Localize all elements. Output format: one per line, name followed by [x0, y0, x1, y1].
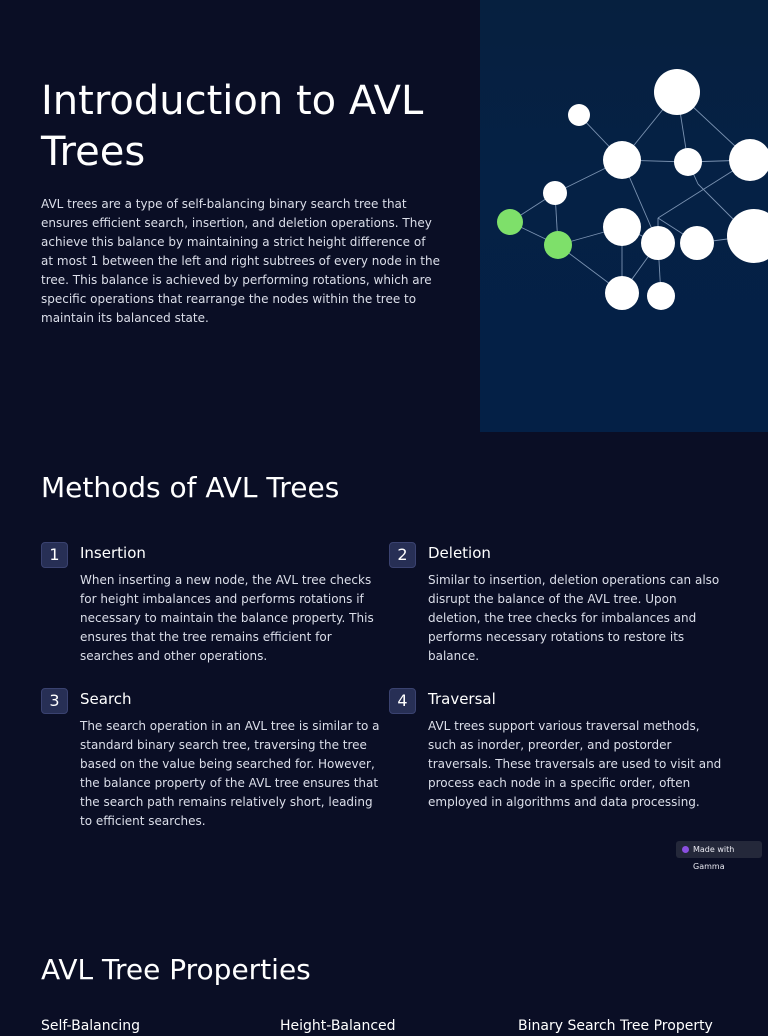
property-label: Binary Search Tree Property: [518, 1018, 713, 1034]
tree-node: [654, 69, 700, 115]
method-description: The search operation in an AVL tree is similar to a standard binary search tree, traversing the tree based on the value being searched for. However, the balance property of the AVL tree ensures that the search path remains relatively short, leading to efficient searches.: [80, 719, 380, 828]
properties-section-title: AVL Tree Properties: [41, 953, 311, 986]
gamma-badge-label: Made with Gamma: [693, 845, 735, 871]
method-number-badge: 1: [41, 542, 68, 568]
method-title: Search: [80, 690, 132, 708]
method-number-badge: 4: [389, 688, 416, 714]
tree-network-graphic: [480, 0, 768, 432]
tree-node-highlighted: [544, 231, 572, 259]
intro-paragraph: AVL trees are a type of self-balancing binary search tree that ensures efficient search, insertion, and deletion operations. They achieve this balance by maintaining a strict height difference of at most 1 between the left and right subtrees of every node in the tree. This balance is achieved by performing rotations, which are specific operations that rearrange the nodes within the tree to maintain its balanced state.: [41, 197, 440, 325]
made-with-gamma-badge[interactable]: [676, 841, 762, 871]
tree-node: [641, 226, 675, 260]
method-description: Similar to insertion, deletion operations can also disrupt the balance of the AVL tree. Upon deletion, the tree checks for imbalances and performs necessary rotations to restore its balance.: [428, 573, 720, 663]
tree-node: [568, 104, 590, 126]
hero-network-illustration: [480, 0, 768, 432]
tree-node: [727, 209, 768, 263]
methods-section-title: Methods of AVL Trees: [41, 471, 340, 504]
tree-node: [543, 181, 567, 205]
tree-node: [680, 226, 714, 260]
method-description: AVL trees support various traversal methods, such as inorder, preorder, and postorder traversals. These traversals are used to visit and process each node in a specific order, often employed in algorithms and data processing.: [428, 719, 722, 809]
method-description: When inserting a new node, the AVL tree checks for height imbalances and performs rotations if necessary to maintain the balance property. This ensures that the tree remains efficient for searches and other operations.: [80, 573, 374, 663]
property-label: Self-Balancing: [41, 1018, 140, 1034]
tree-node: [603, 208, 641, 246]
tree-node: [603, 141, 641, 179]
method-number-badge: 2: [389, 542, 416, 568]
gamma-logo-icon: [682, 846, 689, 853]
method-title: Traversal: [428, 690, 496, 708]
property-label: Height-Balanced: [280, 1018, 396, 1034]
method-title: Insertion: [80, 544, 146, 562]
tree-node: [674, 148, 702, 176]
method-number-badge: 3: [41, 688, 68, 714]
tree-node: [647, 282, 675, 310]
method-title: Deletion: [428, 544, 491, 562]
tree-node: [605, 276, 639, 310]
tree-node-highlighted: [497, 209, 523, 235]
page-title: Introduction to AVL Trees: [41, 78, 424, 175]
